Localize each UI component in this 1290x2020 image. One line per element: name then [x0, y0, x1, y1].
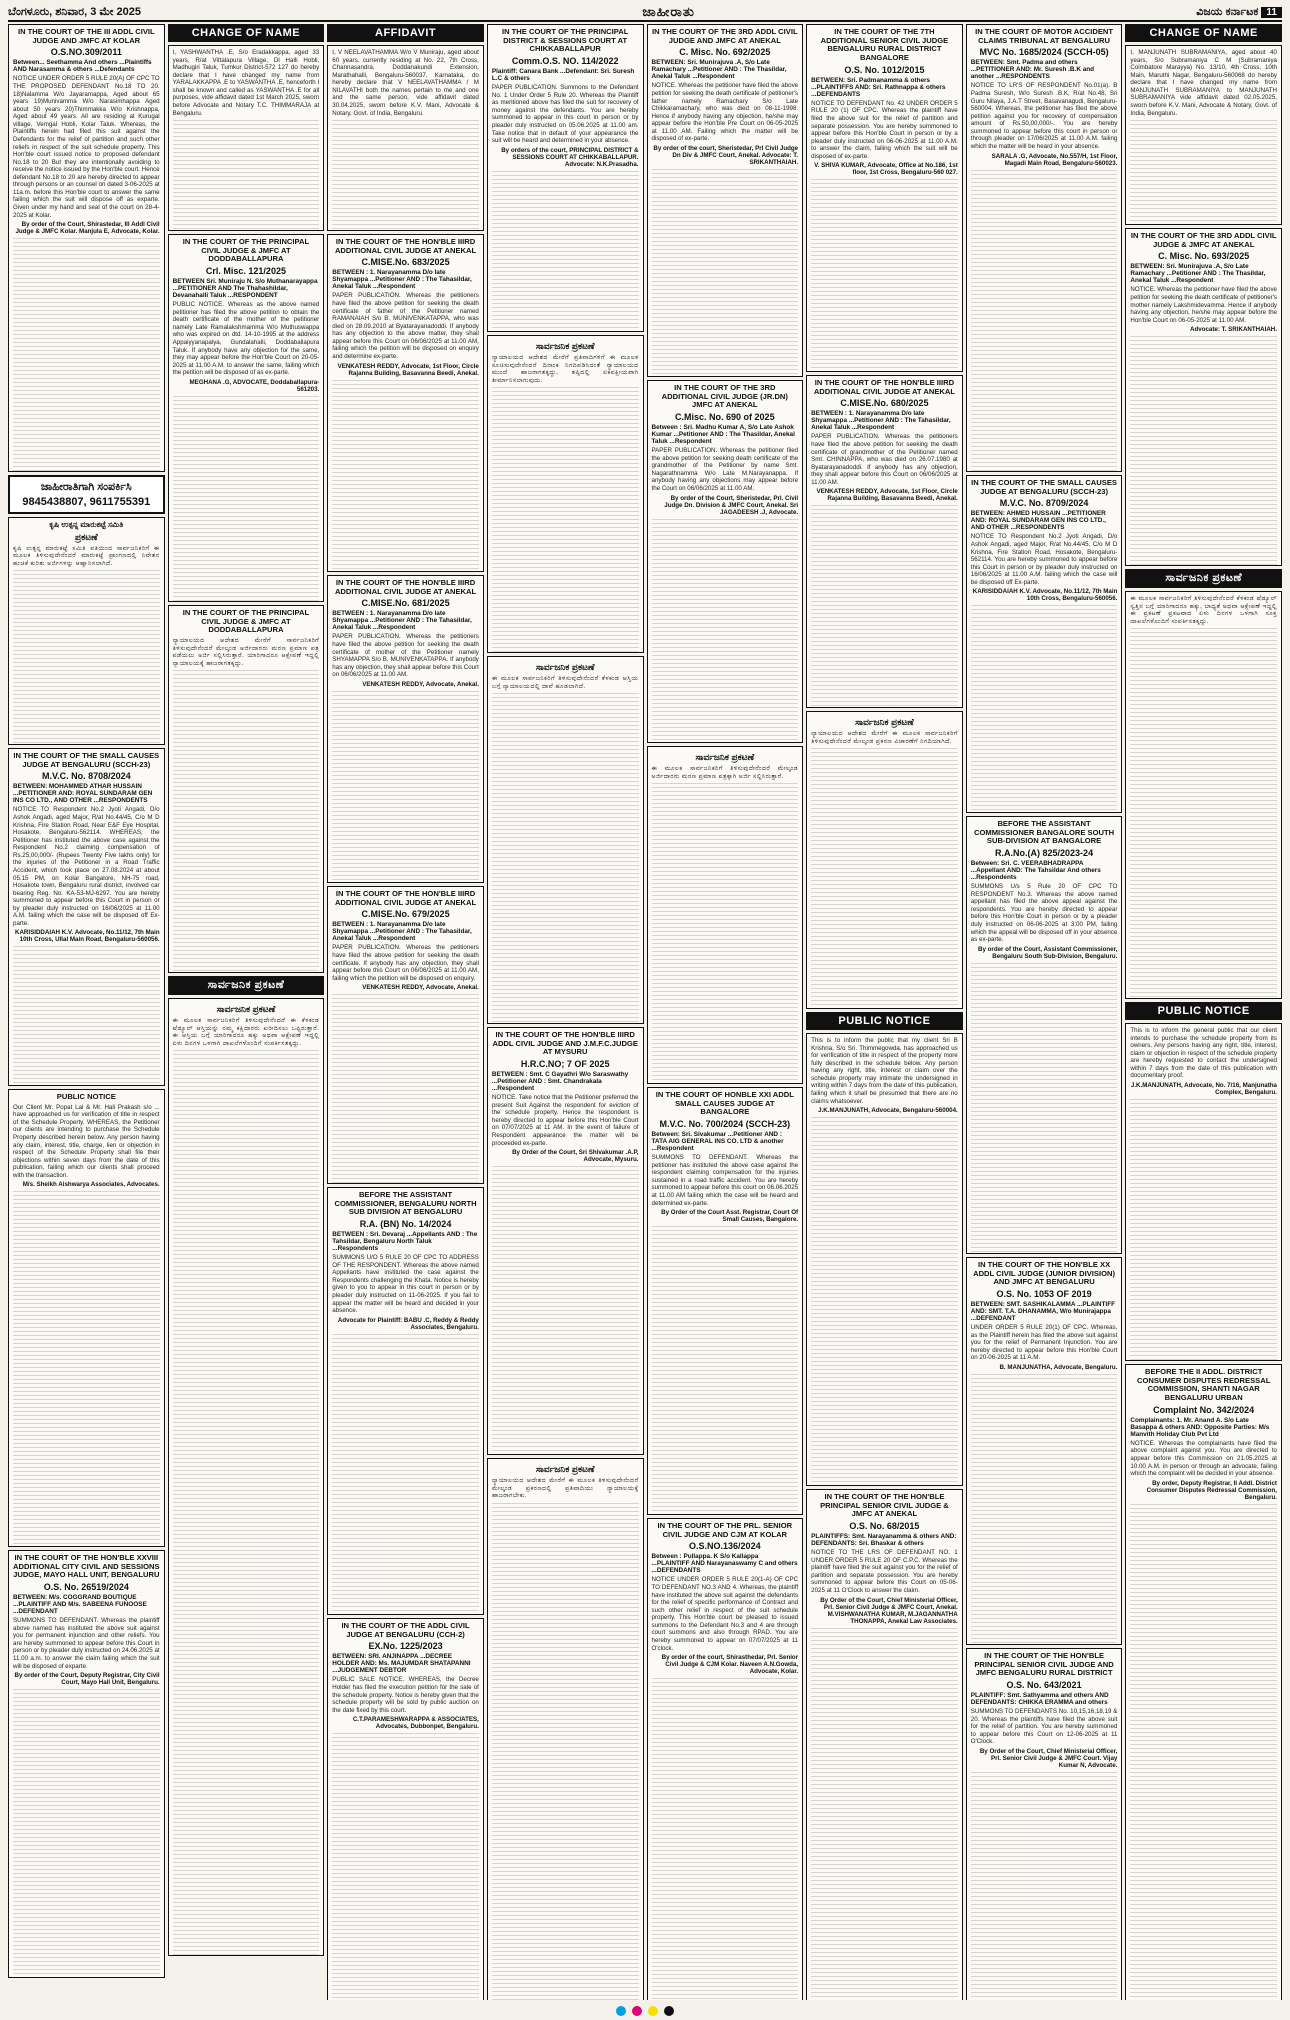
notice-body: PAPER PUBLICATION. Whereas the petitioners have filed the above petition for seeking the death certificate of mother of the Petitioner namely SHYAMAPPA S/o B. MUNIVENKATAPPA. If anybody has any objection, they shall appear before this Court on 06/06/2025 at 11.00 AM. [332, 633, 479, 679]
section-header: CHANGE OF NAME [1125, 24, 1282, 42]
column-5 [647, 24, 804, 2000]
notice-parties: BETWEEN Sri. Muniraju N. S/o Muthanarayappa ...PETITIONER AND The Thahashildar, Devanahalli Taluk ...RESPONDENT [172, 278, 318, 300]
fine-print-filler [13, 567, 160, 745]
notice-parties: Between... Seethamma And others ...Plaintiffs AND Narasamma & others ...Defendants [13, 59, 152, 74]
notice-case-number: O.S. No. 68/2015 [849, 1521, 920, 1532]
fine-print-filler [13, 943, 160, 1086]
section-header: ಸಾರ್ವಜನಿಕ ಪ್ರಕಟಣೆ [168, 976, 325, 995]
legal-notice [8, 748, 165, 1086]
notice-signature: By Order of the Court Asst. Registrar, Court Of Small Causes, Bangalore. [661, 1209, 799, 1224]
legal-notice [1125, 45, 1282, 225]
notice-parties: BETWEEN: Sri. Munirajuva .A, S/o Late Ramachary ...Petitioner AND : The Thasildar, Anekal Taluk ...Respondent [651, 59, 787, 81]
notice-case-number: MVC No. 1685/2024 (SCCH-05) [979, 47, 1109, 58]
notice-signature: J.K.MANJUNATH, Advocate, Bengaluru-560004. [818, 1107, 958, 1115]
notice-parties: BETWEEN : Smt. C Gayathri W/o Saraswathy ...Petitioner AND : Smt. Chandrakala ...Respondent [491, 1071, 629, 1093]
legal-notice [8, 517, 165, 745]
notice-parties: BETWEEN: MOHAMMED ATHAR HUSSAIN ...PETITIONER AND: ROYAL SUNDARAM GEN INS CO LTD., AND OTHER ...RESPONDENTS [13, 783, 153, 805]
fine-print-filler [332, 688, 479, 883]
fine-print-filler [492, 168, 639, 332]
notice-court-title: IN THE COURT OF THE PRL. SENIOR CIVIL JUDGE AND CJM AT KOLAR [657, 1521, 793, 1539]
notice-body: ಕೃಷಿ ಉತ್ಪನ್ನ ಮಾರುಕಟ್ಟೆ ಸಮಿತಿ ವತಿಯಿಂದ ಸಾರ್ವಜನಿಕರಿಗೆ ಈ ಮೂಲಕ ತಿಳಿಸುವುದೇನೆಂದರೆ ಮಾರುಕಟ್ಟೆ ಪ್ರಾಂಗಣದಲ್ಲಿ ನಿವೇಶನ ಹಂಚಿಕೆ ಕುರಿತು ಅರ್ಜಿಗಳನ್ನು ಆಹ್ವಾನಿಸಲಾಗಿದೆ. [13, 544, 160, 567]
legal-notice [966, 24, 1123, 472]
notice-parties: BETWEEN: AHMED HUSSAIN ...PETITIONER AND: ROYAL SUNDARAM GEN INS CO LTD., AND OTHER ...RESPONDENTS [970, 510, 1106, 532]
section-header: AFFIDAVIT [327, 24, 484, 42]
legal-notice [487, 656, 644, 1024]
notice-court-title: IN THE COURT OF THE HON'BLE PRINCIPAL SENIOR CIVIL JUDGE AND JMFC BENGALURU RURAL DISTRICT [974, 1651, 1114, 1678]
notice-body: PAPER PUBLICATION. Whereas the petitioner filed the above petition for seeking death certificate of the grandmother of the Petitioner by name Smt. Nagarathnamma W/o Late M.Narayanappa. If anybody having any objections may appear before the Court on 06/06/2025 at 11.00 AM. [651, 447, 799, 492]
notice-court-title: IN THE COURT OF THE HON'BLE XX ADDL CIVIL JUDGE (JUNIOR DIVISION) AND JMFC AT BENGALURU [973, 1260, 1116, 1287]
notice-body: I, YASHWANTHA .E, S/o Eradakkappa, aged 33 years, R/at Vittalapura Village, Dl Halli Hobli, Madhugiri Taluk, Tumkur District-572 127 do hereby declare that I have changed my name from YARALAKKAPPA .E to YASWANTHA .E, henceforth I shall be known and called as YASWANTHA .E for all purposes, vide affidavit dated 1st March 2025, sworn before Advocate and Notary T.C. THIMMARAJA at Bengaluru. [172, 49, 320, 117]
notice-body: SUMMONS U/O 5 RULE 20 OF CPC TO ADDRESS OF THE RESPONDENT. Whereas the above named Appellants have instituted the case against the Respondents challenging the Khata. Notice is hereby given to you to appear in this court in person or by pleader duly instructed on 11-06-2025. If you fail to appear the matter will be heard and decided in your absence. [332, 1254, 479, 1315]
notice-signature: By orders of the court, PRINCIPAL DISTRICT & SESSIONS COURT AT CHIKKABALLAPUR. Advocate: N.K.Prasadha. [501, 146, 639, 168]
notice-court-title: BEFORE THE II ADDL. DISTRICT CONSUMER DISPUTES REDRESSAL COMMISSION, SHANTI NAGAR BENGALURU URBAN [1137, 1367, 1271, 1403]
fine-print-filler [332, 1730, 479, 2000]
notice-court-title: PUBLIC NOTICE [56, 1092, 116, 1101]
notice-body: PUBLIC SALE NOTICE. WHEREAS, the Decree Holder has filed the execution petition for the sale of the schedule property. Notice is hereby given that the schedule property will be sold by public auction on the date fixed by this court. [332, 1676, 479, 1714]
fine-print-filler [811, 1114, 958, 1486]
notice-body: SUMMONS TO DEFENDANT. Whereas the plaintiff above named has instituted the above suit against you for permanent injunction and other reliefs. You are hereby summoned to appear before this Court in person or by pleader duly instructed on 24.06.2025 at 11.00 a.m. to answer the claim failing which the suit will be disposed of exparte. [13, 1617, 160, 1670]
notice-signature: By order of the Court, Shirastedar, III Addl Civil Judge & JMFC Kolar. Manjula E, Advocate, Kolar. [15, 221, 160, 236]
notice-court-title: IN THE COURT OF THE 7TH ADDITIONAL SENIOR CIVIL JUDGE BENGALURU RURAL DISTRICT BANGALORE [820, 27, 949, 63]
legal-notice [647, 380, 804, 743]
legal-notice [327, 1187, 484, 1615]
notice-court-title: IN THE COURT OF THE SMALL CAUSES JUDGE AT BENGALURU (SCCH-23) [971, 478, 1117, 496]
registration-marks [0, 2004, 1290, 2018]
fine-print-filler [652, 780, 799, 1084]
notice-parties: Between: Sri. Sivakumar ...Petitioner AND : TATA AIG GENERAL INS CO. LTD & another ...Respondent [651, 1131, 784, 1153]
notice-parties: BETWEEN: Smt. Padma and others ...PETITIONER AND: Mr. Suresh .B.K and another ...RESPONDENTS [970, 59, 1095, 81]
page-number: 11 [1261, 7, 1282, 18]
registration-mark [648, 2006, 658, 2016]
column-2 [168, 24, 325, 2000]
notice-case-number: Complaint No. 342/2024 [1153, 1404, 1255, 1415]
notice-signature: By order of the Court, Sheristedar, Prl. Civil Judge Dn. Division & JMFC Court, Anekal. Sri JAGADEESH .J, Advocate. [664, 494, 799, 516]
notice-body: NOTICE. Whereas the complainants have filed the above complaint against you. You are directed to appear before this Commission on 21.05.2025 at 10.00 A.M. in person or through an advocate, failing which the complaint will be decided in your absence. [1130, 1439, 1277, 1478]
notice-parties: Complainants: 1. Mr. Anand A. S/o Late Basappa & others AND: Opposite Parties: M/s Manvith Holiday Club Pvt Ltd [1130, 1416, 1270, 1438]
notice-signature: V. SHIVA KUMAR, Advocate, Office at No.186, 1st floor, 1st Cross, Bengaluru-560 027. [814, 162, 958, 177]
notice-signature: By order, Deputy Registrar, II Addl. District Consumer Disputes Redressal Commission, Bengaluru. [1146, 1479, 1277, 1501]
notice-body: PAPER PUBLICATION. Summons to the Defendant No. 1 Under Order 5 Rule 20. Whereas the Plaintiff as mentioned above has filed the suit for recovery of money against the defendants. You are hereby summoned to appear in this court in person or by pleader duly instructed on 05.06.2025 at 11.00 am. Take notice that in default of your appearance the suit will be heard and determined in your absence. [491, 84, 639, 145]
notice-parties: Between: Sri. C. VEERABHADRAPPA ...Appellant AND: The Tahsildar And others ...Respondents [970, 860, 1101, 882]
notice-body: ನ್ಯಾಯಾಲಯದ ಆದೇಶದ ಮೇರೆಗೆ ಈ ಮೂಲಕ ಸಾರ್ವಜನಿಕರಿಗೆ ತಿಳಿಸುವುದೇನೆಂದರೆ ಮೇಲ್ಕಂಡ ಪ್ರಕರಣ ವಿಚಾರಣೆಗೆ ನಿಗದಿಯಾಗಿದೆ. [811, 730, 958, 745]
notice-parties: Between : Sri. Madhu Kumar A, S/o Late Ashok Kumar ...Petitioner AND : The Thasildar, Anekal Taluk ...Respondent [651, 424, 795, 446]
ad-contact-box [8, 475, 165, 514]
notice-parties: BETWEEN : 1. Narayanamma D/o late Shyamappa ...Petitioner AND : The Tahasildar, Anekal Taluk ...Respondent [811, 410, 951, 432]
notice-parties: BETWEEN: Sri. Padmanamma & others ...PLAINTIFFS AND: Sri. Rathnappa & others ...DEFENDANTS [811, 76, 946, 98]
legal-notice [806, 711, 963, 1009]
notice-body: SUMMONS TO DEFENDANT. Whereas the petitioner has instituted the above case against the respondent claiming compensation for the injuries sustained in a road traffic accident. You are hereby summoned to appear before this court on 06.06.2025 at 11.00 AM failing which the case will be heard and determined ex-parte. [651, 1154, 799, 1207]
fine-print-filler [652, 1675, 799, 2000]
notice-case-number: C.MISE.No. 679/2025 [361, 909, 450, 920]
notice-signature: By order of the court, Shirasthedar, Prl. Senior Civil Judge & CJM Kolar. Naveen A.N.Gowda, Advocate, Kolar. [661, 1654, 799, 1676]
column-6 [806, 24, 963, 2000]
notice-court-title: IN THE COURT OF THE HON'BLE XXVIII ADDITIONAL CITY CIVIL AND SESSIONS JUDGE, MAYO HALL UNIT, BENGALURU [13, 1553, 160, 1580]
fine-print-filler [811, 502, 958, 708]
notice-signature: By order of the court, Sheristedar, Prl Civil Judge Dn Div & JMFC Court, Anekal. Advocate: T. SRIKANTHAIAH. [653, 144, 799, 166]
notice-court-title: IN THE COURT OF THE HON'BLE IIIRD ADDITIONAL CIVIL JUDGE AT ANEKAL [334, 889, 477, 907]
legal-notice [1125, 228, 1282, 566]
notice-body: NOTICE TO THE LRS OF DEFENDANT NO. 1 UNDER ORDER 5 RULE 20 OF C.P.C. Whereas the plaintiff have filed the suit against you for the relief of partition and separate possession. You are hereby summoned to appear before this Court on 05-06-2025 at 11 O'Clock to answer the claim. [811, 1549, 958, 1594]
fine-print-filler [1130, 625, 1277, 999]
notice-case-number: H.R.C.NO; 7 OF 2025 [520, 1059, 610, 1070]
masthead-section: ಜಾಹೀರಾತು [642, 4, 695, 19]
column-1 [8, 24, 165, 2000]
notice-parties: Between : Pullappa. K S/o Kallappa ...PLAINTIFF AND Narayanaswamy C and others ...DEFENDANTS [651, 1553, 798, 1575]
notice-case-number: ಪ್ರಕಟಣೆ [74, 531, 98, 542]
legal-notice [168, 234, 325, 602]
fine-print-filler [971, 1371, 1118, 1645]
notice-case-number: O.S.NO.136/2024 [689, 1541, 761, 1552]
notice-body: ಈ ಮೂಲಕ ಸಾರ್ವಜನಿಕರಿಗೆ ತಿಳಿಸುವುದೇನೆಂದರೆ ಮೇಲ್ಕಂಡ ಅರ್ಜಿದಾರರು ಮರಣ ಪ್ರಮಾಣ ಪತ್ರಕ್ಕಾಗಿ ಅರ್ಜಿ ಸಲ್ಲಿಸಿರುತ್ತಾರೆ. [651, 765, 799, 780]
notice-body: ನ್ಯಾಯಾಲಯದ ಆದೇಶದ ಮೇರೆಗೆ ಸಾರ್ವಜನಿಕರಿಗೆ ತಿಳಿಸುವುದೇನೆಂದರೆ ಮೇಲ್ಕಂಡ ಅರ್ಜಿದಾರರು ಮರಣ ಪ್ರಮಾಣ ಪತ್ರ ಪಡೆಯಲು ಅರ್ಜಿ ಸಲ್ಲಿಸಿರುತ್ತಾರೆ. ಯಾರಿಗಾದರೂ ಆಕ್ಷೇಪಣೆ ಇದ್ದಲ್ಲಿ ನ್ಯಾಯಾಲಯಕ್ಕೆ ಹಾಜರಾಗತಕ್ಕದ್ದು. [172, 637, 320, 667]
notice-case-number: ಸಾರ್ವಜನಿಕ ಪ್ರಕಟಣೆ [695, 752, 755, 762]
notice-body: PAPER PUBLICATION. Whereas the petitioners have filed the above petition for seeking the death certificate of father of the Petitioner named RAMANAIAH S/o B. MUNIVENKATAPPA, who was died on 28.09.2010 at Byatarayanadoddi. If anybody has any objection to the above matter, they shall appear before this Court on 06/06/2025 at 11.00 AM, failing which the petition will be disposed on enquiry and determine ex-parte. [332, 292, 479, 360]
notice-body: I, V NEELAVATHAMMA W/o V Muniraju, aged about 60 years, currently residing at No. 22, 7th Cross, Channasandra, Doddanakundi Extension, Marathahalli, Bengaluru-560037, Karnataka, do hereby declare that V NEELAVATHAMMA / M NILAVATHI both the names pertain to me and one and the same person, vide affidavit dated 30.04.2025, sworn before K.V. Mani, Advocate & Notary, Govt. of India, Bengaluru. [332, 49, 479, 117]
notice-body: NOTICE UNDER ORDER 5 RULE 20(1-A) OF CPC TO DEFENDANT NO.3 AND 4. Whereas, the plaintiff have instituted the above suit against the defendants for the relief of specific performance of Contract and such other relief in respect of the suit schedule property. This Hon'ble court be pleased to issued summons to the Defendant No.3 and 4 are through court summons and also through RPAD. You are hereby summoned to appear on 07/07/2025 at 11 O'clock. [651, 1576, 799, 1652]
notice-parties: BETWEEN : Sri. Devaraj ...Appellants AND : The Tahsildar, Bengaluru North Taluk ...Respondents [332, 1231, 478, 1253]
fine-print-filler [13, 235, 160, 472]
notice-case-number: C.MISE.No. 681/2025 [361, 598, 450, 609]
notice-body: SUMMONS TO DEFENDANTS No. 10,15,16,18,19 & 20. Whereas the plaintiffs have filed the above suit for the relief of partition. You are hereby summoned to appear before this Court on 12-06-2025 at 11 O'Clock. [970, 1708, 1118, 1746]
fine-print-filler [13, 1686, 160, 1978]
notice-case-number: O.S.NO.309/2011 [50, 47, 122, 58]
legal-notice [487, 335, 644, 653]
notice-body: NOTICE TO Respondent No.2 Jyoti Angadi, D/o Ashok Angadi, aged Major, R/at No.44/45, C/o M D Krishna, Fire Station Road, Hosakote, Bengaluru-562114. You are hereby summoned to appear before this Court in person or by pleader duly instructed on 16/06/2025 at 11.00 A.M. failing which the case will be disposed off Ex-parte. [970, 533, 1118, 586]
legal-notice [806, 1489, 963, 2000]
legal-notice [806, 1033, 963, 1486]
notice-case-number: ಸಾರ್ವಜನಿಕ ಪ್ರಕಟಣೆ [535, 1464, 595, 1474]
notice-court-title: IN THE COURT OF THE PRINCIPAL CIVIL JUDGE & JMFC AT DODDABALLAPURA [182, 608, 310, 635]
masthead [8, 4, 1282, 22]
fine-print-filler [492, 1163, 639, 1455]
notice-signature: KARISIDDAIAH K.V. Advocate, No.11/12, 7th Main 10th Cross, Ullal Main Road, Bengaluru-560056. [14, 929, 160, 944]
notice-parties: BETWEEN: SRI. ANJINAPPA ...DECREE HOLDER AND: Ms. MAJUMDAR SHATAPANNI ...JUDGEMENT DEBTOR [332, 1653, 471, 1675]
notice-court-title: ಕೃಷಿ ಉತ್ಪನ್ನ ಮಾರುಕಟ್ಟೆ ಸಮಿತಿ [49, 520, 124, 529]
fine-print-filler [173, 1047, 320, 1956]
fine-print-filler [173, 667, 320, 973]
notice-case-number: O.S. No. 643/2021 [1006, 1680, 1082, 1691]
fine-print-filler [1130, 1096, 1277, 1361]
fine-print-filler [652, 1223, 799, 1515]
notice-signature: SARALA .G, Advocate, No.557/H, 1st Floor, Magadi Main Road, Bengaluru-560023. [991, 152, 1118, 167]
column-7 [966, 24, 1123, 2000]
notice-body: NOTICE TO DEFENDANT No. 42 UNDER ORDER 5 RULE 20 (1) OF CPC. Whereas the plaintiff have filed the above suit for the relief of partition and separate possession. You are hereby summoned to appear before this Hon'ble Court in person or by a pleader duly instructed on 06-06-2025 at 11.00 A.M. to answer the claim, failing which the suit will be disposed of ex-parte. [811, 99, 958, 160]
notice-case-number: Comm.O.S. NO. 114/2022 [511, 56, 619, 67]
notice-case-number: M.V.C. No. 700/2024 (SCCH-23) [659, 1119, 791, 1130]
notice-case-number: ಸಾರ್ವಜನಿಕ ಪ್ರಕಟಣೆ [535, 662, 595, 672]
legal-notice [168, 605, 325, 973]
notice-signature: J.K.MANJUNATH, Advocate, No. 7/16, Manjunatha Complex, Bengaluru. [1130, 1081, 1277, 1096]
notice-court-title: IN THE COURT OF THE 3RD ADDL CIVIL JUDGE AND JMFC AT ANEKAL [652, 27, 798, 45]
notice-court-title: IN THE COURT OF MOTOR ACCIDENT CLAIMS TRIBUNAL AT BENGALURU [975, 27, 1114, 45]
notice-body: This is to inform the public that my client Sri B Krishna, S/o Sri. Thimmegowda, has approached us for verification of title in respect of the property more fully described in the schedule below. Any person having any right, title, interest or claim over the schedule property may intimate the undersigned in writing within 7 days from the date of this publication, failing which it shall be presumed that there are no claims whatsoever. [811, 1037, 958, 1105]
legal-notice [966, 475, 1123, 813]
fine-print-filler [1130, 1501, 1277, 2000]
notice-body: NOTICE TO Respondent No.2 Jyoti Angadi, D/o Ashok Angadi, aged Major, R/at No.44/45, C/o M D Krishna, Fire Station Road, Near E&F Eye Hospital, Hosakote, Bengaluru-562114. WHEREAS, the Petitioner has instituted the above case against the Respondent No.2 claiming compensation of Rs.25,00,000/- (Rupees Twenty Five lakhs only) for the injuries of the Petitioner in a Road Traffic Accident, which took place on 27.08.2024 at about 05.15 PM, on Kolar Bangalore, NH-75 road, Hosakote town, Bengaluru rural district, involved car bearing Reg. No. KA-53-MJ-6297. You are hereby summoned to appear before this Court in person or by pleader duly instructed on 16/06/2025 at 11.00 A.M. failing which the case will be disposed off Ex-parte. [13, 806, 160, 927]
legal-notice [327, 1618, 484, 2000]
notice-parties: PLAINTIFFS: Smt. Narayanamma & others AND: DEFENDANTS: Sri. Bhaskar & others [811, 1533, 957, 1548]
fine-print-filler [173, 117, 320, 231]
notice-signature: MEGHANA .G, ADVOCATE, Doddaballapura-561203. [189, 378, 320, 393]
notice-parties: BETWEEN: Sri. Munirajuva .A, S/o Late Ramachary ...Petitioner AND : The Thasildar, Anekal Taluk ...Respondent [1130, 263, 1266, 285]
notice-body: Our Client Mr. Popat Lal & Mr. Hali Prakash s/o ... have approached us for verification of title in respect of the Schedule Property. WHEREAS, the Petitioner our clients are intending to purchase the Schedule Property described herein below. Any person having any claim, interest, title, charge, lien or objection in respect of the Schedule Property shall file their objections within seven days from the date of this publication, failing which our clients shall proceed with the transaction. [13, 1103, 160, 1179]
notice-case-number: EX.No. 1225/2023 [368, 1641, 443, 1652]
notice-body: NOTICE. Whereas the petitioner have filed the above petition for seeking the death certificate of petitioner's father namely Ramachary S/o Late Chikkaramachary, who was died on 08-11-1998. Hence if anybody having any objection, he/she may appear before the Hon'ble Pre Court on 06-05-2025 at 11.00 AM. Failing which the matter will be disposed of ex-parte. [651, 82, 799, 143]
legal-notice [8, 24, 165, 472]
registration-mark [664, 2006, 674, 2016]
legal-notice [647, 1518, 804, 2000]
notice-case-number: ಸಾರ್ವಜನಿಕ ಪ್ರಕಟಣೆ [855, 717, 914, 727]
notice-signature: Advocate for Plaintiff: BABU .C, Reddy & Reddy Associates, Bengaluru. [337, 1316, 479, 1331]
notice-case-number: C. Misc. No. 692/2025 [679, 47, 771, 58]
fine-print-filler [492, 1500, 639, 2000]
legal-notice [327, 234, 484, 572]
notice-court-title: IN THE COURT OF THE PRINCIPAL DISTRICT & SESSIONS COURT AT CHIKKABALLAPUR [501, 27, 629, 54]
fine-print-filler [971, 602, 1118, 813]
notice-case-number: O.S. No. 1053 OF 2019 [996, 1289, 1092, 1300]
notice-signature: VENKATESH REDDY, Advocate, Anekal. [362, 680, 479, 688]
notice-case-number: C. Misc. No. 693/2025 [1158, 251, 1250, 262]
notice-parties: BETWEEN : 1. Narayanamma D/o late Shyamappa ...Petitioner AND : The Tahasildar, Anekal Taluk ...Respondent [332, 269, 472, 291]
masthead-right [1196, 6, 1282, 19]
notice-court-title: BEFORE THE ASSISTANT COMMISSIONER, BENGALURU NORTH SUB DIVISION AT BENGALURU [334, 1190, 477, 1217]
notice-case-number: O.S. No. 26519/2024 [43, 1582, 129, 1593]
notice-court-title: IN THE COURT OF THE 3RD ADDITIONAL CIVIL JUDGE (JR.DN) JMFC AT ANEKAL [661, 383, 788, 410]
notice-signature: Advocate: T. SRIKANTHAIAH. [1190, 326, 1277, 334]
notice-case-number: Crl. Misc. 121/2025 [205, 266, 286, 277]
legal-notice [806, 375, 963, 708]
notice-court-title: IN THE COURT OF THE HON'BLE PRINCIPAL SENIOR CIVIL JUDGE & JMFC AT ANEKAL [820, 1492, 949, 1519]
fine-print-filler [1130, 333, 1277, 566]
notice-signature: VENKATESH REDDY, Advocate, 1st Floor, Circle Rajanna Building, Basavanna Beedi, Anekal. [337, 362, 479, 377]
notice-body: NOTICE. Take notice that the Petitioner preferred the present Suit Against the respondent for eviction of the schedule property. Hence the respondent is hereby directed to appear before this Hon'ble Court on 07/07/2025 at 11 AM. In the event of failure of Respondent appearance the matter will be proceeded ex-parte. [491, 1094, 639, 1147]
legal-notice [966, 816, 1123, 1254]
legal-notice [1125, 1364, 1282, 2000]
fine-print-filler [332, 377, 479, 573]
notice-body: NOTICE UNDER ORDER 5 RULE 20(A) OF CPC TO THE PROPOSED DEFENDANT No.18 TO 20. 18)Nalamma W/o Jayaramappa, Aged about 65 years 19)Munivamma W/o Narasimhappa Aged about 50 years 20)Thimmakka W/o Krishnappa, Aged about 49 years. All are residing at Kurugal village, Vemgal Hobli, Kolar Taluk. Whereas, the Plaintiffs herein had filed this suit against the Defendants for the relief of partition and such other reliefs in respect of the suit schedule property. This Hon'ble court issued notice to proposed defendant No.18 to 20 But they are intentionally avoiding to receive the notice issued by the Hon'ble court. Hence defendant No.18 to 20 are hereby directed to appear through persons or an counsel on dated 3-06-2025 at 11a.m. before this Hon'ble court to answer the same failing which the suit will dispose off as exparte. Given under my hand and seal of the court on 28-4-2025 at Kolar. [13, 75, 160, 219]
fine-print-filler [13, 1188, 160, 1547]
notice-signature: C.T.PARAMESHWARAPPA & ASSOCIATES, Advocates, Dubbonpet, Bengaluru. [352, 1716, 479, 1731]
fine-print-filler [173, 393, 320, 602]
notice-court-title: IN THE COURT OF THE SMALL CAUSES JUDGE AT BENGALURU (SCCH-23) [13, 751, 160, 769]
fine-print-filler [971, 1769, 1118, 2000]
fine-print-filler [652, 166, 799, 377]
notice-parties: BETWEEN : 1. Narayanamma D/o late Shyamappa ...Petitioner AND : The Tahasildar, Anekal Taluk ...Respondent [332, 610, 472, 632]
legal-notice [168, 998, 325, 1956]
notice-body: NOTICE TO LR'S OF RESPONDENT No.01(a). B Padma Suresh, W/o Suresh .B.K, R/at No.48, Sri Guru Nilaya, J.A.T Street, Basavanagudi, Bengaluru-560004. Whereas, the petitioner has filed the above petition against you for recovery of compensation amount of Rs.50,00,000/-. You are hereby summoned to appear before this court in person or through pleader on 17/06/2025 at 11.00 A.M. failing which the matter will be heard in your absence. [970, 82, 1118, 150]
notice-case-number: ಸಾರ್ವಜನಿಕ ಪ್ರಕಟಣೆ [216, 1004, 276, 1014]
notice-signature: By Order of the Court, Chief Ministerial Officer, Prl. Senior Civil Judge & JMFC Court. Vijay Kumar N, Advocate. [979, 1747, 1118, 1769]
notice-case-number: M.V.C. No. 8709/2024 [999, 498, 1089, 509]
notice-parties: PLAINTIFF: Smt. Sathyamma and others AND DEFENDANTS: CHIKKA ERAMMA and others [970, 1692, 1109, 1707]
contact-phone: 9845438807, 9611755391 [22, 496, 151, 508]
notice-body: This is to inform the general public that our client intends to purchase the schedule property from its owners. Any persons having any right, title, interest, claim or objection in respect of the schedule property are hereby requested to contact the undersigned within 7 days from the date of this publication with documentary proof. [1130, 1027, 1277, 1080]
fine-print-filler [811, 176, 958, 372]
notice-signature: By order of the Court, Deputy Registrar, City Civil Court, Mayo Hall Unit, Bengaluru. [14, 1672, 160, 1687]
notice-case-number: C.Misc. No. 690 of 2025 [675, 412, 775, 423]
notice-signature: By order of the Court, Assistant Commissioner, Bengaluru South Sub-Division, Bengaluru. [978, 945, 1118, 960]
legal-notice [327, 575, 484, 883]
classifieds-grid [8, 24, 1282, 2000]
notice-court-title: IN THE COURT OF THE 3RD ADDL CIVIL JUDGE & JMFC AT ANEKAL [1130, 231, 1277, 249]
notice-body: ಈ ಮೂಲಕ ಸಾರ್ವಜನಿಕರಿಗೆ ತಿಳಿಸುವುದೇನೆಂದರೆ ಕೆಳಕಂಡ ಆಸ್ತಿಯ ಬಗ್ಗೆ ನ್ಯಾಯಾಲಯದಲ್ಲಿ ದಾವೆ ಹೂಡಲಾಗಿದೆ. [491, 675, 639, 690]
legal-notice [966, 1648, 1123, 2000]
notice-parties: Plaintiff: Canara Bank ...Defendant: Sri. Suresh L.C & others [491, 68, 635, 83]
legal-notice [647, 1087, 804, 1515]
notice-case-number: R.A. (BN) No. 14/2024 [359, 1219, 452, 1230]
notice-court-title: IN THE COURT OF THE III ADDL CIVIL JUDGE AND JMFC AT KOLAR [17, 27, 155, 45]
fine-print-filler [811, 745, 958, 1009]
masthead-date: ಬೆಂಗಳೂರು, ಶನಿವಾರ, 3 ಮೇ 2025 [8, 5, 141, 18]
notice-signature: KARISIDDAIAH K.V. Advocate, No.11/12, 7th Main 10th Cross, Bengaluru-560056. [972, 588, 1118, 603]
notice-case-number: C.MISE.No. 683/2025 [361, 257, 450, 268]
notice-court-title: IN THE COURT OF THE HON'BLE IIIRD ADDITIONAL CIVIL JUDGE AT ANEKAL [813, 378, 956, 396]
legal-notice [8, 1089, 165, 1547]
legal-notice [1125, 1023, 1282, 1361]
legal-notice [8, 1550, 165, 1978]
notice-signature: M/s. Sheikh Aishwarya Associates, Advocates. [22, 1181, 160, 1189]
notice-signature: By Order of the Court, Sri Shivakumar .A.P, Advocate, Mysuru. [512, 1149, 639, 1164]
notice-body: ನ್ಯಾಯಾಲಯದ ಆದೇಶದ ಮೇರೆಗೆ ಈ ಮೂಲಕ ತಿಳಿಸುವುದೇನೆಂದರೆ ಮೇಲ್ಕಂಡ ಪ್ರಕರಣದಲ್ಲಿ ಪ್ರತಿವಾದಿಯು ನ್ಯಾಯಾಲಯಕ್ಕೆ ಹಾಜರಾಗಬೇಕು. [491, 1477, 639, 1500]
fine-print-filler [332, 117, 479, 231]
notice-parties: BETWEEN: M/s. COGGRAND BOUTIQUE ...PLAINTIFF AND M/s. SABEENA FUNOOSE ...DEFENDANT [13, 1594, 147, 1616]
notice-body: PAPER PUBLICATION. Whereas the petitioners have filed the above petition for seeking the death certificate of grandmother of the Petitioner named Smt. CHINNAPPA, who was died on 26.07.1980 at Byatarayanadoddi. If anybody has any objection, they shall appear before this Court on 06/06/2025 at 11.00 AM. [811, 433, 958, 486]
notice-parties: BETWEEN : 1. Narayanamma D/o late Shyamappa ...Petitioner AND : The Tahasildar, Anekal Taluk ...Respondent [332, 921, 472, 943]
legal-notice [487, 24, 644, 332]
registration-mark [632, 2006, 642, 2016]
notice-body: SUMMONS U/s 5 Rule 20 OF CPC TO RESPONDENT No.3. Whereas the above named appellant has filed the above appeal against the respondents. You are hereby directed to appear before this Hon'ble Court in person or by a pleader duly instructed on 06-06-2025 at 3:00 PM, failing which the appeal will be disposed off in your absence as ex-parte. [970, 883, 1118, 944]
legal-notice [327, 886, 484, 1184]
legal-notice [327, 45, 484, 231]
column-3 [327, 24, 484, 2000]
masthead-brand: ವಿಜಯ ಕರ್ನಾಟಕ [1196, 5, 1259, 18]
fine-print-filler [492, 690, 639, 1024]
notice-court-title: IN THE COURT OF THE PRINCIPAL CIVIL JUDGE & JMFC AT DODDABALLAPURA [182, 237, 310, 264]
legal-notice [647, 24, 804, 377]
fine-print-filler [332, 1331, 479, 1615]
notice-body: UNDER ORDER 5 RULE 20(1) OF CPC. Whereas, as the Plaintiff herein has filed the above suit against you for the relief of Permanent Injunction. You are hereby directed to appear before this Hon'ble Court on 20-06-2025 at 11 A.M. [970, 1324, 1118, 1362]
notice-signature: VENKATESH REDDY, Advocate, 1st Floor, Circle Rajanna Building, Basavanna Beedi, Anekal. [816, 488, 958, 503]
column-4 [487, 24, 644, 2000]
notice-body: ಈ ಮೂಲಕ ಸಾರ್ವಜನಿಕರಿಗೆ ತಿಳಿಸುವುದೇನೆಂದರೆ ಕೆಳಕಂಡ ಷೆಡ್ಯೂಲ್ ಸ್ವತ್ತಿನ ಬಗ್ಗೆ ಯಾರಿಗಾದರೂ ಹಕ್ಕು, ಬಾಧ್ಯತೆ ಅಥವಾ ಆಕ್ಷೇಪಣೆ ಇದ್ದಲ್ಲಿ ಈ ಪ್ರಕಟಣೆ ಪ್ರಕಟವಾದ ಏಳು ದಿನಗಳ ಒಳಗಾಗಿ ಸೂಕ್ತ ದಾಖಲೆಗಳೊಂದಿಗೆ ಸಂಪರ್ಕಿಸತಕ್ಕದ್ದು. [1130, 595, 1277, 625]
notice-signature: By Order of the Court, Chief Ministerial Officer, Prl. Senior Civil Judge & JMFC Court, Anekal. M.VISHWANATHA KUMAR, M.JAGANNATHA THONAPPA, Anekal Law Associates. [820, 1596, 958, 1625]
legal-notice [487, 1027, 644, 1455]
legal-notice [966, 1257, 1123, 1645]
notice-parties: BETWEEN: SMT. SASHIKALAMMA ...PLAINTIFF AND: SMT. T.A. DHANAMMA, W/o Munirajappa ...DEFENDANT [970, 1301, 1116, 1323]
registration-mark [616, 2006, 626, 2016]
notice-body: PAPER PUBLICATION. Whereas the petitioners have filed the above petition for seeking the death certificate. If anybody has any objection, they shall appear before this Court on 06/06/2025 at 11.00 AM, failing which the petition will be disposed on enquiry. [332, 944, 479, 982]
fine-print-filler [492, 384, 639, 653]
section-header: ಸಾರ್ವಜನಿಕ ಪ್ರಕಟಣೆ [1125, 569, 1282, 588]
fine-print-filler [971, 960, 1118, 1254]
fine-print-filler [971, 167, 1118, 473]
notice-court-title: IN THE COURT OF HONBLE XXI ADDL SMALL CAUSES JUDGE AT BANGALORE [655, 1090, 794, 1117]
legal-notice [168, 45, 325, 231]
notice-body: PUBLIC NOTICE. Whereas as the above named petitioner has filed the above petition to obtain the death certificate of the mother of the petitioner namely Late Ramalakshmamma W/o Muthuswappa who was expired on dtd. 14-10-1995 at the address Appaiyyanapalya, Gundalahalli, Doddaballapura Taluk. If anybody have any objection for the same, they may appear before the Hon'ble Court on 20-05-2025 at 11.00 A.M. to answer the same, failing which the petition will be disposed of as ex-parte. [172, 301, 320, 377]
notice-case-number: O.S. No. 1012/2015 [844, 64, 925, 75]
notice-court-title: IN THE COURT OF THE ADDL CIVIL JUDGE AT BENGALURU (CCH-2) [341, 1621, 470, 1639]
notice-court-title: BEFORE THE ASSISTANT COMMISSIONER BANGALORE SOUTH SUB-DIVISION AT BANGALORE [974, 819, 1115, 846]
fine-print-filler [811, 1625, 958, 2000]
notice-case-number: ಸಾರ್ವಜನಿಕ ಪ್ರಕಟಣೆ [535, 341, 595, 351]
fine-print-filler [332, 991, 479, 1184]
section-header: CHANGE OF NAME [168, 24, 325, 42]
contact-title: ಜಾಹೀರಾತಿಗಾಗಿ ಸಂಪರ್ಕಿಸಿ [40, 481, 132, 493]
notice-body: NOTICE. Whereas the petitioner have filed the above petition for seeking the death certificate of petitioner's mother namely Lakshmidevamma. Hence if anybody having any objection, he/she may appear before the Hon'ble Court on 06-05-2025 at 11.00 AM. [1130, 286, 1277, 324]
section-header: PUBLIC NOTICE [1125, 1002, 1282, 1020]
notice-signature: VENKATESH REDDY, Advocate, Anekal. [362, 984, 479, 992]
notice-signature: B. MANJUNATHA, Advocate, Bengaluru. [999, 1363, 1118, 1371]
notice-court-title: IN THE COURT OF THE HON'BLE IIIRD ADDITIONAL CIVIL JUDGE AT ANEKAL [334, 237, 477, 255]
fine-print-filler [652, 516, 799, 743]
legal-notice [647, 746, 804, 1084]
notice-body: ಈ ಮೂಲಕ ಸಾರ್ವಜನಿಕರಿಗೆ ತಿಳಿಸುವುದೇನೆಂದರೆ ಈ ಕೆಳಕಂಡ ಷೆಡ್ಯೂಲ್ ಆಸ್ತಿಯನ್ನು ನಮ್ಮ ಕಕ್ಷಿದಾರರು ಖರೀದಿಸಲು ಒಪ್ಪಿರುತ್ತಾರೆ. ಈ ಆಸ್ತಿಯ ಬಗ್ಗೆ ಯಾರಿಗಾದರೂ ಹಕ್ಕು ಅಥವಾ ಆಕ್ಷೇಪಣೆ ಇದ್ದಲ್ಲಿ ಏಳು ದಿನಗಳ ಒಳಗಾಗಿ ದಾಖಲೆಗಳೊಂದಿಗೆ ಸಂಪರ್ಕಿಸತಕ್ಕದ್ದು. [172, 1017, 320, 1047]
notice-case-number: C.MISE.No. 680/2025 [840, 398, 929, 409]
legal-notice [806, 24, 963, 372]
notice-body: ನ್ಯಾಯಾಲಯದ ಆದೇಶದ ಮೇರೆಗೆ ಪ್ರತಿವಾದಿಗಳಿಗೆ ಈ ಮೂಲಕ ಸೂಚಿಸುವುದೇನೆಂದರೆ ದಿನಾಂಕ ನಿಗದಿಪಡಿಸಿದಂತೆ ನ್ಯಾಯಾಲಯದ ಮುಂದೆ ಹಾಜರಾಗತಕ್ಕದ್ದು, ತಪ್ಪಿದಲ್ಲಿ ಏಕಪಕ್ಷೀಯವಾಗಿ ತೀರ್ಮಾನಿಸಲಾಗುವುದು. [491, 354, 639, 384]
notice-case-number: R.A.No.(A) 825/2023-24 [995, 848, 1094, 859]
notice-court-title: IN THE COURT OF THE HON'BLE IIIRD ADDITIONAL CIVIL JUDGE AT ANEKAL [334, 578, 477, 596]
legal-notice [487, 1458, 644, 2000]
notice-body: I, MANJUNATH SUBRAMANIYA, aged about 40 years, S/o Subramaniya C M (Subramaniya Coimbatore Marayya) No. 13/10, 4th Cross, 10th Main, Maruthi Nagar, Bengaluru-560068 do hereby declare that I have changed my name from MANJUNATH SUBRAMANIYA to MANJUNATH SUBRAMANIYA vide affidavit dated 02.05.2025, sworn before K.V. Mani, Advocate & Notary, Govt. of India, Bengaluru. [1130, 49, 1277, 117]
notice-court-title: IN THE COURT OF THE HON'BLE IIIRD ADDL CIVIL JUDGE AND J.M.F.C.JUDGE AT MYSURU [492, 1030, 638, 1057]
legal-notice [1125, 591, 1282, 999]
section-header: PUBLIC NOTICE [806, 1012, 963, 1030]
notice-case-number: M.V.C. No. 8708/2024 [41, 771, 131, 782]
fine-print-filler [1130, 117, 1277, 225]
column-8 [1125, 24, 1282, 2000]
